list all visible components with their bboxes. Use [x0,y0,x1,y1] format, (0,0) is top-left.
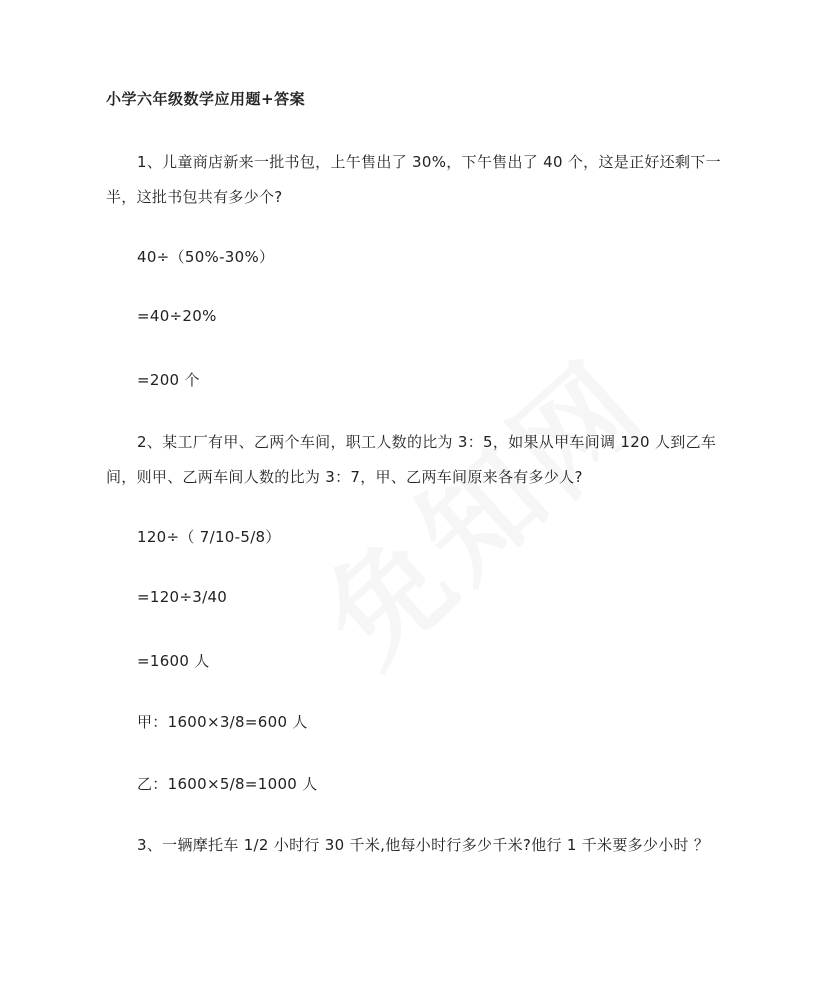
problem-3-text: 3、一辆摩托车 1/2 小时行 30 千米,他每小时行多少千米?他行 1 千米要多少小时 ？ [137,836,710,854]
problem-2-text: 2、某工厂有甲、乙两个车间，职工人数的比为 3：5，如果从甲车间调 120 人到乙车 [137,433,717,451]
solution-2-step-3: =1600 人 [137,652,210,670]
solution-2-step-5: 乙：1600×5/8=1000 人 [137,775,318,793]
document-title: 小学六年级数学应用题+答案 [106,90,306,108]
problem-1-text-cont: 半，这批书包共有多少个? [106,188,283,206]
solution-2-step-1: 120÷（ 7/10-5/8） [137,528,281,546]
solution-1-step-2: =40÷20% [137,307,217,325]
solution-2-step-2: =120÷3/40 [137,588,228,606]
solution-1-step-3: =200 个 [137,371,200,389]
problem-2-text-cont: 间，则甲、乙两车间人数的比为 3：7，甲、乙两车间原来各有多少人? [106,468,583,486]
problem-1-text: 1、儿童商店新来一批书包，上午售出了 30%，下午售出了 40 个，这是正好还剩下一 [137,153,721,171]
solution-2-step-4: 甲：1600×3/8=600 人 [137,713,308,731]
watermark [282,315,677,694]
solution-1-step-1: 40÷（50%-30%） [137,248,275,266]
